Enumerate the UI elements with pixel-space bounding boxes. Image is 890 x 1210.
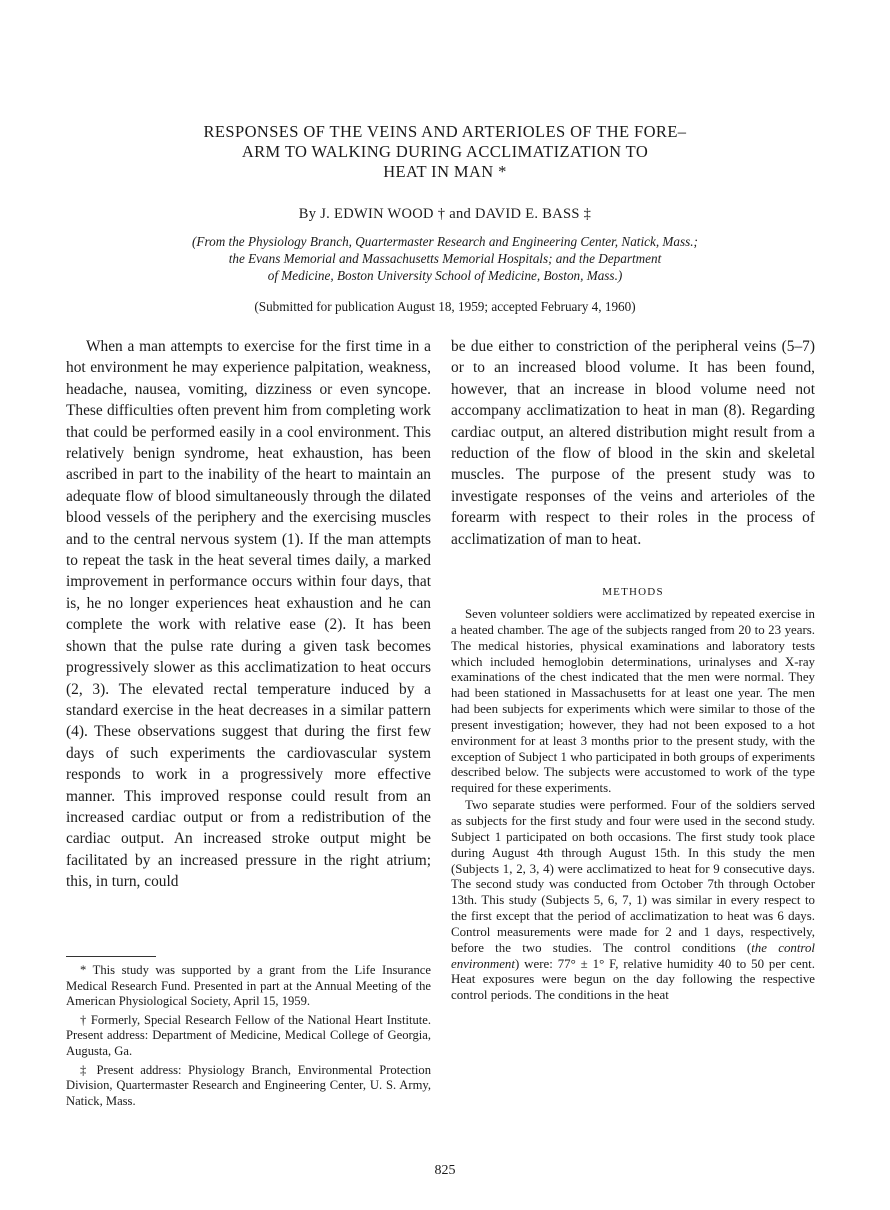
title-line-3: HEAT IN MAN *: [383, 162, 507, 181]
footnote-divider: [66, 956, 156, 957]
page-number: 825: [434, 1163, 456, 1178]
intro-paragraph-left: When a man attempts to exercise for the first time in a hot environment he may experience palpitation, weakness, headache, nausea, vomiting, dizziness or even syncope. These difficulties often prevent him from completing work that could be performed easily in a cool environment. This relatively benign syndrome, heat exhaustion, has been ascribed in part to the inability of the heart to maintain an adequate flow of blood simultaneously through the dilated blood vessels of the periphery and the exercising muscles and to the central nervous system (1). If the man attempts to repeat the task in the heat several times daily, a marked improvement in performance occurs within four days, that is, he no longer experiences heat exhaustion and he can complete the work with relative ease (2). It has been shown that the pulse rate during a given task becomes progressively slower as this acclimatization to heat occurs (2, 3). The elevated rectal temperature induced by a standard exercise in the heat decreases in a similar pattern (4). These observations suggest that during the first few days of such experiments the cardiovascular system responds to work in a progressively more effective manner. This improved response could result from an increased cardiac output or from a redistribution of the cardiac output. An increased stroke output might be facilitated by an increased pressure in the right atrium; this, in turn, could: [66, 338, 431, 891]
methods-italic-term: the control environment: [451, 940, 815, 971]
author-byline: By J. EDWIN WOOD † and DAVID E. BASS ‡: [298, 206, 592, 222]
affiliation-line-2: the Evans Memorial and Massachusetts Memorial Hospitals; and the Department: [228, 251, 662, 266]
submission-dates: (Submitted for publication August 18, 1959; accepted February 4, 1960): [254, 299, 636, 314]
footnotes: [66, 963, 431, 1112]
affiliation-line-1: (From the Physiology Branch, Quartermaster Research and Engineering Center, Natick, Mass.;: [192, 234, 698, 249]
methods-paragraph-2: [451, 798, 815, 1004]
methods-heading: METHODS: [602, 586, 664, 598]
methods-paragraph-2-text-a: Two separate studies were performed. Four of the soldiers served as subjects for the first study and four were used in the second study. Subject 1 participated on both occasions. The first study took place during August 4th through August 15th. In this study the men (Subjects 1, 2, 3, 4) were acclimatized to heat for 9 consecutive days. The second study was conducted from October 7th through October 13th. This study (Subjects 5, 6, 7, 1) was similar in every respect to the first except that the period of acclimatization to heat was 6 days. Control measurements were made for 2 and 1 days, respectively, before the two studies. The control conditions (: [451, 798, 815, 955]
article-title: [120, 122, 770, 182]
footnote-author-bass: ‡ Present address: Physiology Branch, Environmental Protection Division, Quartermaster Research and Engineering Center, U. S. Army, Natick, Mass.: [66, 1062, 431, 1108]
footnote-author-wood: † Formerly, Special Research Fellow of the National Heart Institute. Present address: Department of Medicine, Medical College of Georgia, Augusta, Ga.: [66, 1012, 431, 1058]
intro-paragraph-right: be due either to constriction of the peripheral veins (5–7) or to an increased blood volume. It has been found, however, that an increase in blood volume need not accompany acclimatization to heat in man (8). Regarding cardiac output, an altered distribution might result from a reduction of the flow of blood in the skin and skeletal muscles. The purpose of the present study was to investigate responses of the veins and arterioles of the forearm with respect to their roles in the process of acclimatization of man to heat.: [451, 338, 815, 548]
title-line-2: ARM TO WALKING DURING ACCLIMATIZATION TO: [241, 142, 649, 161]
methods-paragraph-2-text-b: ) were: 77° ± 1° F, relative humidity 40 to 50 per cent. Heat exposures were begun on the day following the respective control periods. The conditions in the heat: [451, 956, 815, 1003]
title-line-1: RESPONSES OF THE VEINS AND ARTERIOLES OF THE FORE–: [203, 122, 687, 141]
methods-section: [451, 607, 815, 1005]
affiliation: [140, 233, 750, 284]
footnote-funding: * This study was supported by a grant from the Life Insurance Medical Research Fund. Presented in part at the Annual Meeting of the American Physiological Society, April 15, 1959.: [66, 963, 431, 1009]
methods-paragraph-1: Seven volunteer soldiers were acclimatized by repeated exercise in a heated chamber. The age of the subjects ranged from 20 to 23 years. The medical histories, physical examinations and laboratory tests which included hemoglobin determinations, urinalyses and X-ray examinations of the chest indicated that the men were normal. They had been stationed in Massachusetts for at least one year. The men had been subjects for experiments which were similar to those of the present investigation; however, they had not been exposed to a hot environment for at least 3 months prior to the present study, with the exception of Subject 1 who participated in both groups of experiments described below. The subjects were accustomed to work of the type required for these experiments.: [451, 607, 815, 796]
affiliation-line-3: of Medicine, Boston University School of Medicine, Boston, Mass.): [267, 268, 623, 283]
